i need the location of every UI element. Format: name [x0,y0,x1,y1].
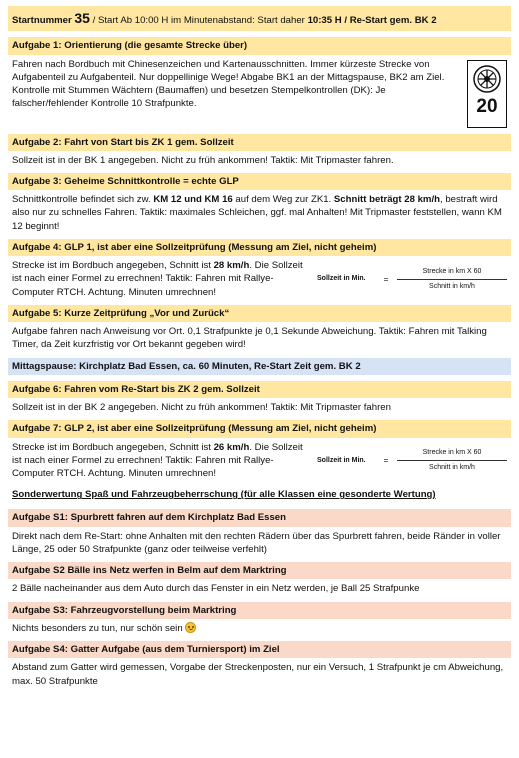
task-3-text-3: , bestraft wird also nur zu schnelles Fahren. Taktik: maximales Schleichen, ggf. mal Anhalten! Mit Tripmaster feststellen, wann KM 12 beginnt! [12,194,502,232]
formula-label: Sollzeit in Min. [317,456,366,464]
formula-label: Sollzeit in Min. [317,275,366,283]
task-4-text-2: . Die Sollzeit ist nach einer Formel zu errechnen! Taktik: Fahren mit Rallye-Computer RTCH. Achtung. Minuten umrechnen! [12,260,303,298]
task-4-title: Aufgabe 4: GLP 1, ist aber eine Sollzeitprüfung (Messung am Ziel, nicht geheim) [8,239,511,256]
task-1-text: Fahren nach Bordbuch mit Chinesenzeichen und Kartenausschnitten. Immer kürzeste Strecke von Aufgabenteil zu Aufgabenteil. Nur doppellinige Wege! Abgabe BK1 an der Mittagspause, BK2 am Ziel. Kontrolle mit Stummen Wächtern (Baumaffen) und besetzen Stempelkontrollen (DK): Je falscher/fehlender Kontrolle 10 Strafpunkte. [12,58,445,110]
task-3-text-1: Schnittkontrolle befindet sich zw. [12,194,154,206]
task-s3-body [8,619,511,635]
task-2-text: Sollzeit ist in der BK 1 angegeben. Nicht zu früh ankommen! Taktik: Mit Tripmaster fahren. [12,154,394,166]
task-2-title: Aufgabe 2: Fahrt von Start bis ZK 1 gem. Sollzeit [8,134,511,151]
rally-emblem-icon [472,64,502,94]
task-3-body [8,190,511,233]
task-4-speed: 28 km/h [213,260,250,272]
smiley-icon [185,622,196,633]
task-s1-title: Aufgabe S1: Spurbrett fahren auf dem Kirchplatz Bad Essen [8,509,511,526]
formula-equals: = [383,274,389,284]
formula-denominator: Schnitt in km/h [429,463,475,471]
formula-fraction [397,267,507,291]
task-5-title: Aufgabe 5: Kurze Zeitprüfung „Vor und Zurück“ [8,305,511,322]
formula-numerator: Strecke in km X 60 [422,449,482,457]
special-rating-title: Sonderwertung Spaß und Fahrzeugbeherrschung (für alle Klassen eine gesonderte Wertung) [12,489,436,501]
badge [467,60,507,128]
start-time: 10:35 H / Re-Start gem. BK 2 [307,15,437,26]
start-label: Startnummer [12,15,72,26]
task-3-title: Aufgabe 3: Geheime Schnittkontrolle = echte GLP [8,173,511,190]
task-3-bold-1: KM 12 und KM 16 [153,194,233,206]
formula-fraction [397,448,507,472]
start-header [8,6,511,31]
task-4-text-1: Strecke ist im Bordbuch angegeben, Schnitt ist [12,260,214,272]
task-s4-title: Aufgabe S4: Gatter Aufgabe (aus dem Turniersport) im Ziel [8,641,511,658]
task-7-text [12,441,309,481]
task-s4-text: Abstand zum Gatter wird gemessen, Vorgabe der Streckenposten, nur ein Versuch, 1 Strafpunkt je cm Abweichung, max. 50 Strafpunkte [12,662,504,687]
task-7-speed: 26 km/h [213,441,250,453]
formula-1 [317,267,507,291]
task-1-title: Aufgabe 1: Orientierung (die gesamte Strecke über) [8,37,511,54]
formula-2 [317,448,507,472]
task-s2-title: Aufgabe S2 Bälle ins Netz werfen in Belm auf dem Marktring [8,562,511,579]
formula-numerator: Strecke in km X 60 [422,267,482,275]
task-7-text-1: Strecke ist im Bordbuch angegeben, Schnitt ist [12,441,214,453]
task-7-body [8,438,511,481]
task-3-bold-2: Schnitt beträgt 28 km/h [333,194,440,206]
task-s2-text: 2 Bälle nacheinander aus dem Auto durch das Fenster in ein Netz werden, je Ball 25 Strafpunke [12,583,420,595]
task-s3-text: Nichts besonders zu tun, nur schön sein [12,622,186,634]
formula-denominator: Schnitt in km/h [429,282,475,290]
task-5-text: Aufgabe fahren nach Anweisung vor Ort. 0,1 Strafpunkte je 0,1 Sekunde Abweichung. Taktik: Fahren mit Talking Timer, da Zeit kurzfristig vor Ort bekannt gegeben wird! [12,326,487,351]
task-7-text-2: . Die Sollzeit ist nach einer Formel zu errechnen! Taktik: Fahren mit Rallye-Computer RTCH. Achtung. Minuten umrechnen! [12,441,303,479]
task-3-text-2: auf dem Weg zur ZK1. [232,194,334,206]
task-6-text: Sollzeit ist in der BK 2 angegeben. Nicht zu früh ankommen! Taktik: Mit Tripmaster fahren [12,402,391,414]
task-6-title: Aufgabe 6: Fahren vom Re-Start bis ZK 2 gem. Sollzeit [8,381,511,398]
task-s1-text: Direkt nach dem Re-Start: ohne Anhalten mit den rechten Rädern über das Spurbrett fahren, beide Ränder in voller Länge, 25 oder 50 Strafpunkte (ganz oder teilweise verfehlt) [12,530,501,555]
badge-number: 20 [476,95,498,117]
lunch-break-title: Mittagspause: Kirchplatz Bad Essen, ca. 60 Minuten, Re-Start Zeit gem. BK 2 [8,358,511,375]
task-4-text [12,259,309,299]
start-text: / Start Ab 10:00 H im Minutenabstand: Start daher [89,15,308,26]
task-7-title: Aufgabe 7: GLP 2, ist aber eine Sollzeitprüfung (Messung am Ziel, nicht geheim) [8,420,511,437]
task-4-body [8,256,511,299]
start-number: 35 [74,10,90,26]
formula-equals: = [383,455,389,465]
task-s3-title: Aufgabe S3: Fahrzeugvorstellung beim Marktring [8,602,511,619]
task-1-body [8,55,511,128]
